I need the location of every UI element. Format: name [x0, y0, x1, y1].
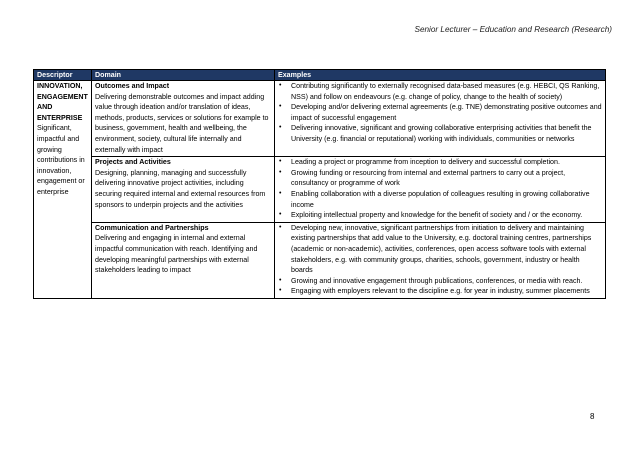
bullet-icon: •	[279, 158, 282, 166]
example-text: Delivering innovative, significant and growing collaborative enterprising activities that benefit the University (e.g. financial or reputational) working with individuals, communities or networks	[291, 124, 592, 143]
bullet-icon: •	[279, 124, 282, 132]
example-text: Leading a project or programme from inception to delivery and successful completion.	[291, 158, 560, 167]
domain-description: Designing, planning, managing and successfully delivering innovative project activities, including securing required internal and external resources from sponsors to underpin projects and the activities	[95, 168, 266, 209]
table-row	[34, 157, 606, 223]
examples-list	[278, 81, 602, 145]
example-item	[278, 81, 602, 102]
domain-cell	[92, 81, 275, 157]
domain-title: Communication and Partnerships	[95, 223, 209, 232]
bullet-icon: •	[279, 168, 282, 176]
domain-description: Delivering demonstrable outcomes and impact adding value through ideation and/or translation of ideas, methods, products, services or solutions for example to business, government, health and wellbeing, the environment, society, cultural life internally and externally with impact	[95, 92, 269, 154]
domain-cell	[92, 157, 275, 223]
example-text: Contributing significantly to externally recognised data-based measures (e.g. HEBCI, QS Ranking, NSS) and follow on endeavours (e.g. change of policy, change to the health of society)	[291, 82, 600, 101]
example-item	[278, 157, 602, 168]
table-header-row	[34, 70, 606, 81]
example-item	[278, 223, 602, 276]
page-number: 8	[590, 412, 595, 421]
table-row	[34, 222, 606, 298]
bullet-icon: •	[279, 223, 282, 231]
examples-cell	[275, 222, 606, 298]
descriptor-title: INNOVATION, ENGAGEMENT AND ENTERPRISE	[37, 82, 88, 122]
domain-title: Projects and Activities	[95, 158, 171, 167]
descriptor-body: Significant, impactful and growing contributions in innovation, engagement or enterprise	[37, 124, 85, 196]
example-item	[278, 168, 602, 189]
domain-title: Outcomes and Impact	[95, 82, 170, 90]
example-text: Enabling collaboration with a diverse population of colleagues resulting in growing collaborative income	[291, 189, 590, 209]
example-text: Growing funding or resourcing from internal and external partners to carry out a project, consultancy or programme of work	[291, 168, 566, 188]
bullet-icon: •	[279, 287, 282, 295]
example-item	[278, 102, 602, 123]
column-header-domain: Domain	[92, 70, 275, 81]
example-item	[278, 189, 602, 210]
example-item	[278, 286, 602, 297]
examples-cell	[275, 81, 606, 157]
page-header: Senior Lecturer – Education and Research (Research)	[414, 25, 612, 34]
example-item	[278, 210, 602, 221]
example-item	[278, 276, 602, 287]
table-row	[34, 81, 606, 157]
example-text: Exploiting intellectual property and knowledge for the benefit of society and / or the economy.	[291, 211, 583, 220]
bullet-icon: •	[279, 189, 282, 197]
example-text: Growing and innovative engagement through publications, conferences, or media with reach.	[291, 276, 583, 285]
examples-cell	[275, 157, 606, 223]
column-header-examples: Examples	[275, 70, 606, 81]
example-item	[278, 123, 602, 144]
bullet-icon: •	[279, 276, 282, 284]
example-text: Developing and/or delivering external agreements (e.g. TNE) demonstrating positive outcomes and impact of successful engagement	[291, 103, 602, 122]
column-header-descriptor: Descriptor	[34, 70, 92, 81]
example-text: Developing new, innovative, significant partnerships from initiation to delivery and maintaining existing partnerships that add value to the University, e.g. doctoral training centres, partnerships (academic or non-academic), activities, conferences, open access software tools with external stakeholders, e.g. with community groups, charities, schools, government, industry or health boards	[291, 223, 592, 275]
domain-description: Delivering and engaging in internal and external impactful communication with reach. Identifying and developing meaningful partnerships with external stakeholders leading to impact	[95, 234, 258, 275]
domain-cell	[92, 222, 275, 298]
examples-list	[278, 223, 602, 297]
bullet-icon: •	[279, 211, 282, 219]
competency-table	[33, 69, 606, 299]
descriptor-cell	[34, 81, 92, 299]
examples-list	[278, 157, 602, 221]
bullet-icon: •	[279, 82, 282, 89]
example-text: Engaging with employers relevant to the discipline e.g. for year in industry, summer placements	[291, 287, 590, 296]
bullet-icon: •	[279, 103, 282, 111]
